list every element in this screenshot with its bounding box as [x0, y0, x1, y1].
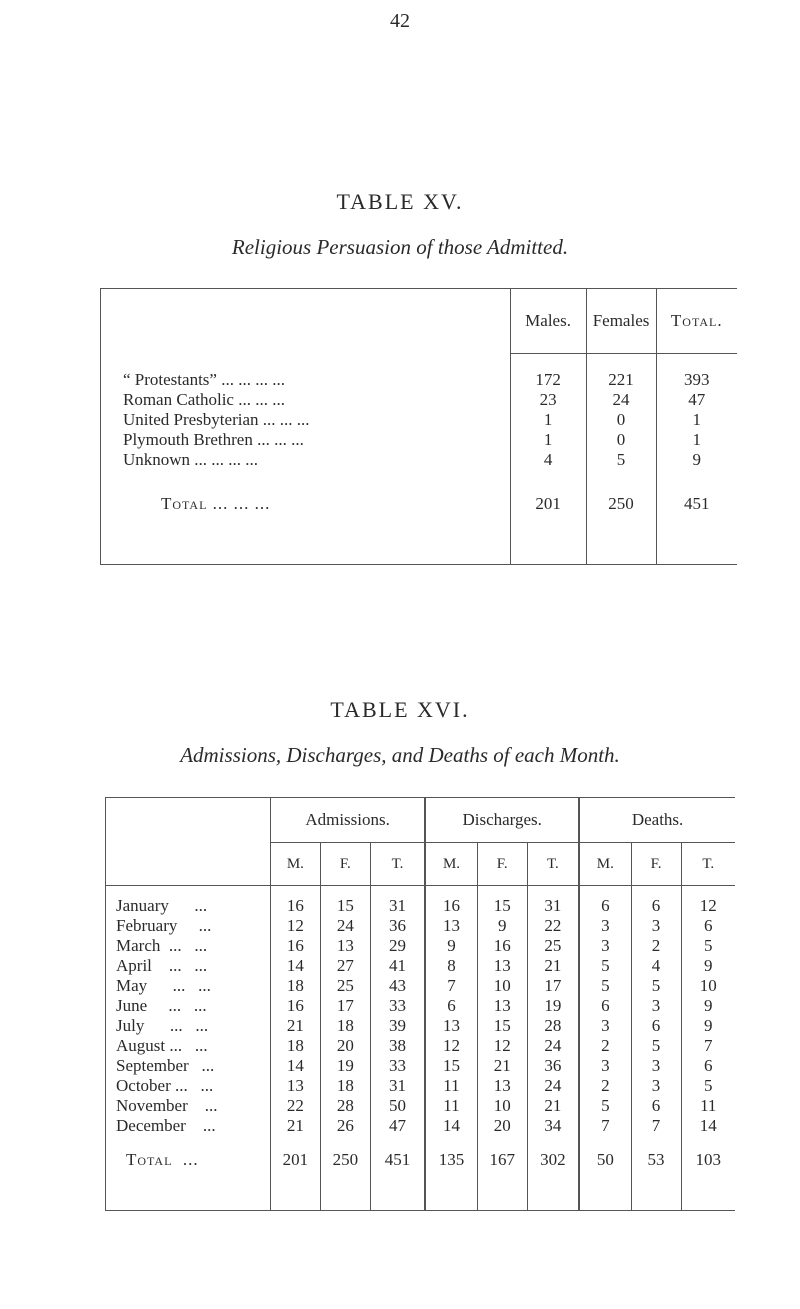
row-label: United Presbyterian ... ... ... [123, 410, 310, 429]
cell-value: 3 [579, 1056, 631, 1076]
table-xv-subtitle: Religious Persuasion of those Admitted. [231, 235, 569, 259]
cell-value: 6 [681, 1056, 735, 1076]
table-row [106, 1096, 736, 1116]
month-label: April ... ... [116, 956, 208, 975]
month-label: August ... ... [116, 1036, 208, 1055]
cell-value: 2 [579, 1076, 631, 1096]
cell-value: 13 [477, 956, 527, 976]
cell-value: 19 [320, 1056, 370, 1076]
cell-value: 9 [681, 956, 735, 976]
cell-value: 13 [270, 1076, 320, 1096]
subcolumn-header: F. [320, 843, 370, 886]
month-label: July ... ... [116, 1016, 209, 1035]
cell-value: 12 [425, 1036, 477, 1056]
cell-value: 3 [631, 1056, 681, 1076]
cell-value: 34 [527, 1116, 579, 1136]
cell-value: 1 [510, 410, 586, 430]
cell-value: 18 [320, 1076, 370, 1096]
cell-value: 10 [681, 976, 735, 996]
total-row [106, 1136, 736, 1211]
group-header-admissions: Admissions. [270, 798, 425, 843]
cell-value: 25 [320, 976, 370, 996]
cell-value: 36 [527, 1056, 579, 1076]
cell-value: 47 [370, 1116, 425, 1136]
cell-value: 17 [527, 976, 579, 996]
month-label: September ... [116, 1056, 215, 1075]
cell-value: 11 [425, 1076, 477, 1096]
column-header: Males. [510, 289, 586, 354]
cell-value: 21 [270, 1116, 320, 1136]
cell-value: 29 [370, 936, 425, 956]
cell-value: 18 [270, 1036, 320, 1056]
cell-value: 25 [527, 936, 579, 956]
month-label: February ... [116, 916, 212, 935]
month-label: March ... ... [116, 936, 208, 955]
column-header: Females [586, 289, 656, 354]
cell-value: 23 [510, 390, 586, 410]
subcolumn-header: T. [681, 843, 735, 886]
cell-value: 12 [270, 916, 320, 936]
cell-value: 12 [681, 886, 735, 917]
cell-value: 3 [631, 996, 681, 1016]
cell-value: 24 [586, 390, 656, 410]
table-xvi-subtitle: Admissions, Discharges, and Deaths of each Month. [180, 743, 620, 767]
cell-value: 7 [579, 1116, 631, 1136]
month-label: May ... ... [116, 976, 211, 995]
total-value: 250 [320, 1136, 370, 1211]
cell-value: 5 [579, 956, 631, 976]
row-label: “ Protestants” ... ... ... ... [123, 369, 285, 389]
subcolumn-header: M. [270, 843, 320, 886]
cell-value: 3 [579, 936, 631, 956]
table-row [101, 390, 738, 410]
cell-value: 9 [425, 936, 477, 956]
cell-value: 6 [579, 886, 631, 917]
row-label: Roman Catholic ... ... ... [123, 390, 285, 409]
total-row [101, 480, 738, 565]
total-value: 53 [631, 1136, 681, 1211]
cell-value: 31 [527, 886, 579, 917]
cell-value: 7 [631, 1116, 681, 1136]
table-row [101, 430, 738, 450]
cell-value: 4 [510, 450, 586, 470]
cell-value: 15 [477, 886, 527, 917]
table-xvi-title: TABLE XVI. [330, 697, 470, 722]
cell-value: 31 [370, 1076, 425, 1096]
cell-value: 18 [270, 976, 320, 996]
cell-value: 15 [477, 1016, 527, 1036]
cell-value: 5 [586, 450, 656, 470]
cell-value: 13 [320, 936, 370, 956]
cell-value: 13 [425, 916, 477, 936]
cell-value: 9 [656, 450, 737, 470]
table-row [106, 1056, 736, 1076]
cell-value: 172 [510, 354, 586, 391]
cell-value: 393 [656, 354, 737, 391]
cell-value: 17 [320, 996, 370, 1016]
month-label: June ... ... [116, 996, 207, 1015]
table-row [106, 1116, 736, 1136]
row-label: Plymouth Brethren ... ... ... [123, 430, 304, 449]
cell-value: 6 [425, 996, 477, 1016]
cell-value: 11 [681, 1096, 735, 1116]
subcolumn-header: T. [370, 843, 425, 886]
subcolumn-header: F. [631, 843, 681, 886]
cell-value: 28 [527, 1016, 579, 1036]
cell-value: 6 [631, 886, 681, 917]
cell-value: 5 [631, 976, 681, 996]
total-value: 201 [510, 480, 586, 565]
table-row [106, 1016, 736, 1036]
table-row [101, 450, 738, 470]
cell-value: 5 [631, 1036, 681, 1056]
cell-value: 43 [370, 976, 425, 996]
cell-value: 3 [631, 916, 681, 936]
religious-persuasion-table [100, 288, 737, 565]
subcolumn-header: T. [527, 843, 579, 886]
table-row [106, 1036, 736, 1056]
cell-value: 3 [631, 1076, 681, 1096]
cell-value: 4 [631, 956, 681, 976]
cell-value: 9 [681, 1016, 735, 1036]
cell-value: 9 [681, 996, 735, 1016]
group-header-discharges: Discharges. [425, 798, 579, 843]
total-value: 302 [527, 1136, 579, 1211]
cell-value: 6 [579, 996, 631, 1016]
cell-value: 50 [370, 1096, 425, 1116]
cell-value: 0 [586, 410, 656, 430]
table-row [106, 976, 736, 996]
cell-value: 14 [270, 1056, 320, 1076]
table-row [106, 886, 736, 917]
cell-value: 16 [270, 996, 320, 1016]
total-value: 451 [370, 1136, 425, 1211]
cell-value: 13 [477, 1076, 527, 1096]
cell-value: 10 [477, 976, 527, 996]
column-header: Total. [656, 289, 737, 354]
total-value: 135 [425, 1136, 477, 1211]
total-value: 50 [579, 1136, 631, 1211]
cell-value: 16 [270, 936, 320, 956]
cell-value: 0 [586, 430, 656, 450]
cell-value: 22 [527, 916, 579, 936]
row-label: Unknown ... ... ... ... [123, 450, 259, 469]
cell-value: 21 [527, 1096, 579, 1116]
cell-value: 33 [370, 996, 425, 1016]
subcolumn-header: M. [425, 843, 477, 886]
cell-value: 6 [631, 1096, 681, 1116]
table-row [106, 956, 736, 976]
cell-value: 26 [320, 1116, 370, 1136]
cell-value: 19 [527, 996, 579, 1016]
cell-value: 41 [370, 956, 425, 976]
month-label: November ... [116, 1096, 218, 1115]
cell-value: 5 [579, 1096, 631, 1116]
cell-value: 13 [425, 1016, 477, 1036]
cell-value: 3 [579, 1016, 631, 1036]
cell-value: 8 [425, 956, 477, 976]
cell-value: 1 [510, 430, 586, 450]
stub-header [101, 289, 511, 354]
cell-value: 7 [425, 976, 477, 996]
monthly-movement-table [105, 797, 735, 1211]
total-value: 167 [477, 1136, 527, 1211]
cell-value: 5 [579, 976, 631, 996]
cell-value: 9 [477, 916, 527, 936]
total-label: Total ... [126, 1150, 199, 1169]
total-value: 103 [681, 1136, 735, 1211]
cell-value: 221 [586, 354, 656, 391]
spacer-row [101, 470, 738, 480]
cell-value: 10 [477, 1096, 527, 1116]
cell-value: 12 [477, 1036, 527, 1056]
cell-value: 21 [270, 1016, 320, 1036]
table-row [106, 936, 736, 956]
cell-value: 21 [477, 1056, 527, 1076]
cell-value: 15 [320, 886, 370, 917]
cell-value: 2 [631, 936, 681, 956]
cell-value: 39 [370, 1016, 425, 1036]
month-label: December ... [116, 1116, 216, 1135]
cell-value: 36 [370, 916, 425, 936]
cell-value: 47 [656, 390, 737, 410]
cell-value: 16 [425, 886, 477, 917]
cell-value: 31 [370, 886, 425, 917]
subcolumn-header: F. [477, 843, 527, 886]
cell-value: 6 [631, 1016, 681, 1036]
month-label: October ... ... [116, 1076, 214, 1095]
cell-value: 5 [681, 936, 735, 956]
cell-value: 11 [425, 1096, 477, 1116]
cell-value: 6 [681, 916, 735, 936]
page-number: 42 [390, 10, 410, 32]
stub-header [106, 798, 271, 886]
cell-value: 33 [370, 1056, 425, 1076]
cell-value: 5 [681, 1076, 735, 1096]
cell-value: 2 [579, 1036, 631, 1056]
cell-value: 20 [320, 1036, 370, 1056]
total-label: Total ... ... ... [161, 494, 271, 513]
cell-value: 15 [425, 1056, 477, 1076]
table-xv-title: TABLE XV. [336, 189, 464, 214]
total-value: 250 [586, 480, 656, 565]
cell-value: 24 [320, 916, 370, 936]
cell-value: 27 [320, 956, 370, 976]
cell-value: 20 [477, 1116, 527, 1136]
group-header-deaths: Deaths. [579, 798, 735, 843]
table-row [101, 410, 738, 430]
subcolumn-header: M. [579, 843, 631, 886]
cell-value: 18 [320, 1016, 370, 1036]
table-row [106, 1076, 736, 1096]
total-value: 451 [656, 480, 737, 565]
month-label: January ... [116, 896, 208, 915]
cell-value: 3 [579, 916, 631, 936]
cell-value: 14 [270, 956, 320, 976]
cell-value: 14 [681, 1116, 735, 1136]
cell-value: 24 [527, 1036, 579, 1056]
cell-value: 38 [370, 1036, 425, 1056]
cell-value: 21 [527, 956, 579, 976]
cell-value: 7 [681, 1036, 735, 1056]
cell-value: 1 [656, 430, 737, 450]
table-row [106, 916, 736, 936]
cell-value: 22 [270, 1096, 320, 1116]
cell-value: 16 [477, 936, 527, 956]
cell-value: 24 [527, 1076, 579, 1096]
total-value: 201 [270, 1136, 320, 1211]
table-row [101, 354, 738, 391]
cell-value: 16 [270, 886, 320, 917]
cell-value: 14 [425, 1116, 477, 1136]
table-row [106, 996, 736, 1016]
cell-value: 13 [477, 996, 527, 1016]
cell-value: 28 [320, 1096, 370, 1116]
cell-value: 1 [656, 410, 737, 430]
